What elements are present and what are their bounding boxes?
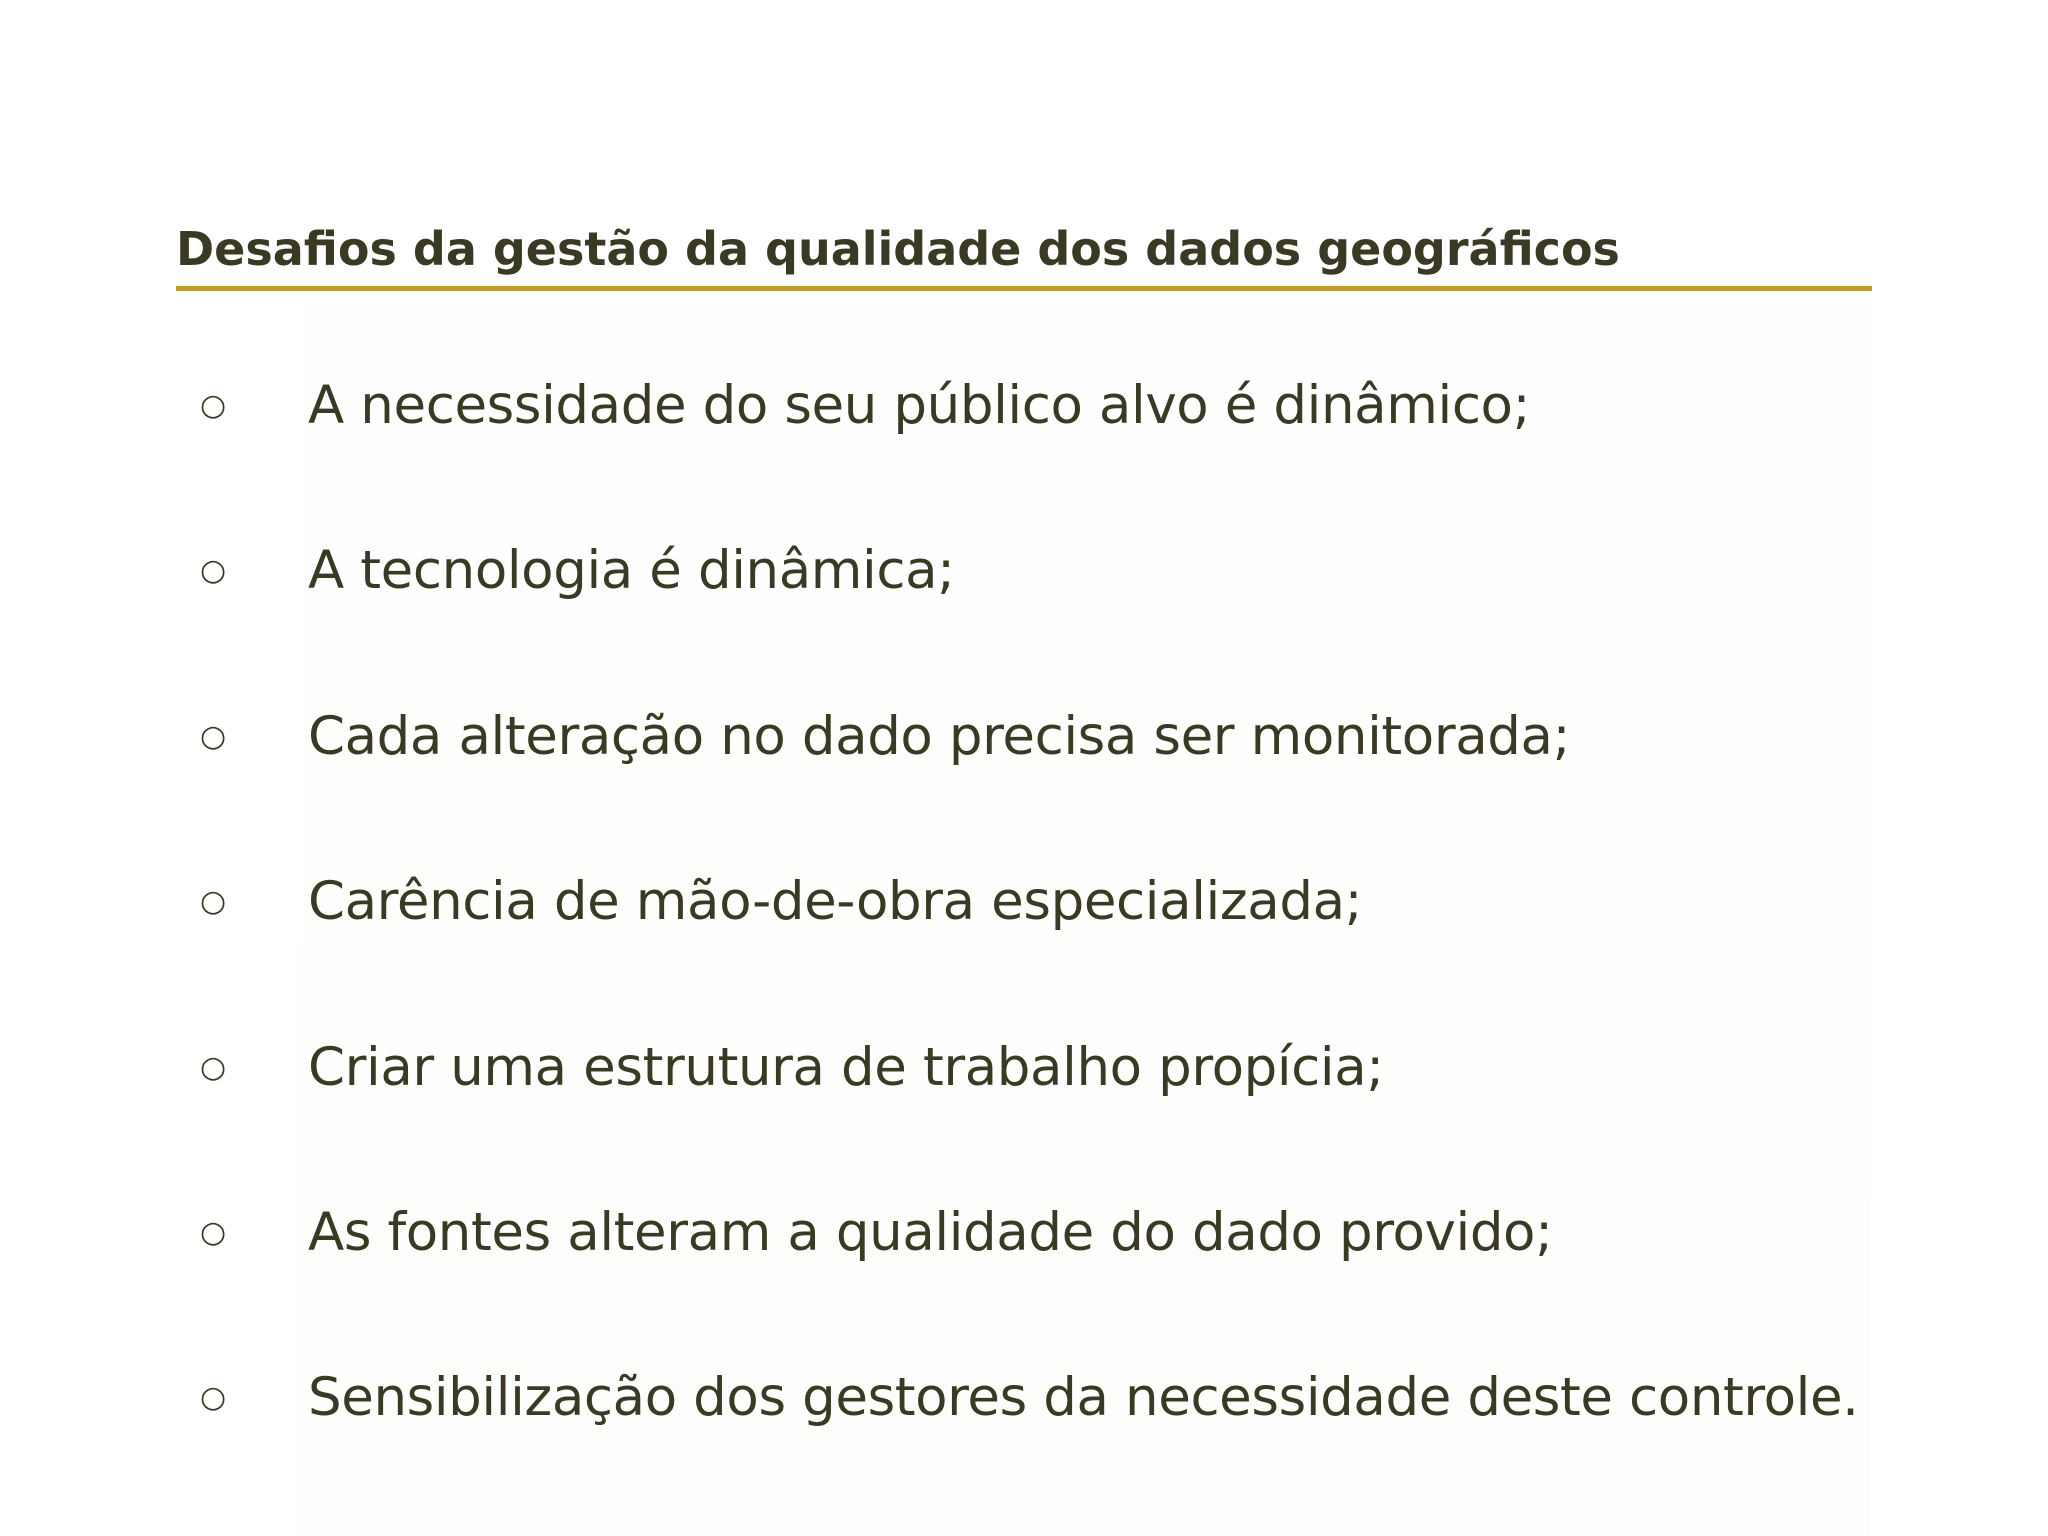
- circle-bullet-icon: ○: [200, 1215, 227, 1250]
- list-item: [200, 531, 1840, 611]
- circle-bullet-icon: ○: [200, 1050, 227, 1085]
- bullet-text: Criar uma estrutura de trabalho propícia;: [308, 1037, 1384, 1098]
- bullet-text: A tecnologia é dinâmica;: [308, 540, 955, 601]
- list-item: [200, 697, 1840, 777]
- list-item: [200, 862, 1840, 942]
- circle-bullet-icon: ○: [200, 1380, 227, 1415]
- bullet-text: Carência de mão-de-obra especializada;: [308, 871, 1363, 932]
- circle-bullet-icon: ○: [200, 553, 227, 588]
- circle-bullet-icon: ○: [200, 884, 227, 919]
- bullet-text: Sensibilização dos gestores da necessidade deste controle.: [308, 1367, 1859, 1428]
- bullet-text: A necessidade do seu público alvo é dinâmico;: [308, 375, 1531, 436]
- list-item: [200, 1193, 1840, 1273]
- circle-bullet-icon: ○: [200, 719, 227, 754]
- circle-bullet-icon: ○: [200, 388, 227, 423]
- slide-title: Desafios da gestão da qualidade dos dados geográficos: [176, 222, 1620, 276]
- list-item: [200, 1028, 1840, 1108]
- bullet-text: As fontes alteram a qualidade do dado provido;: [308, 1202, 1553, 1263]
- list-item: [200, 366, 1840, 446]
- bullet-text: Cada alteração no dado precisa ser monitorada;: [308, 706, 1571, 767]
- list-item: [200, 1358, 1859, 1438]
